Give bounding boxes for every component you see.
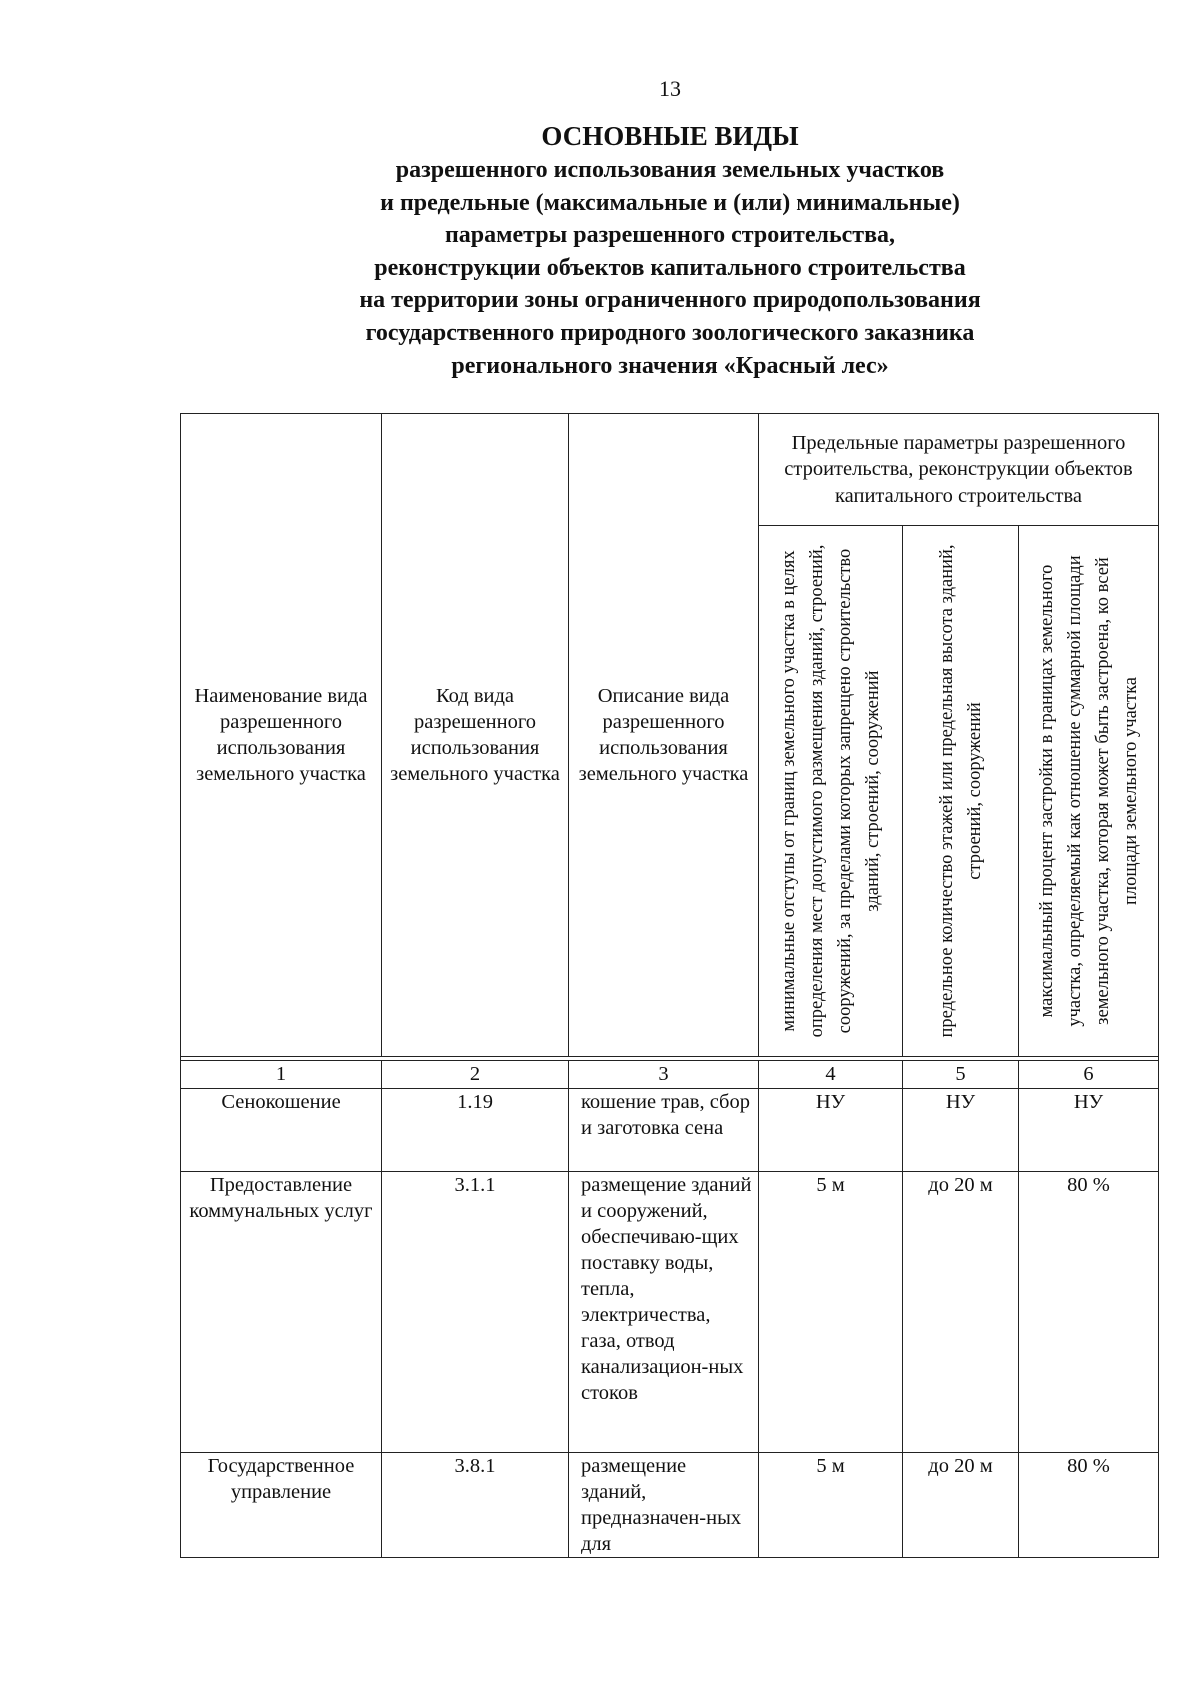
cell-setback: 5 м	[759, 1172, 903, 1453]
header-max-coverage	[1019, 526, 1159, 1057]
header-min-setbacks	[759, 526, 903, 1057]
table-row	[181, 1089, 1159, 1172]
parameters-table	[180, 413, 1159, 1558]
column-number: 5	[903, 1061, 1019, 1089]
cell-use-name: Сенокошение	[181, 1089, 382, 1172]
title-main: ОСНОВНЫЕ ВИДЫ	[541, 121, 799, 151]
cell-floors: до 20 м	[903, 1453, 1019, 1558]
column-numbers-row	[181, 1061, 1159, 1089]
title-line: и предельные (максимальные и (или) минимальные)	[380, 189, 960, 216]
header-max-floors	[903, 526, 1019, 1057]
cell-coverage: НУ	[1019, 1089, 1159, 1172]
title-line: государственного природного зоологического заказника	[365, 319, 975, 346]
cell-floors: до 20 м	[903, 1172, 1019, 1453]
cell-floors: НУ	[903, 1089, 1019, 1172]
cell-setback: 5 м	[759, 1453, 903, 1558]
table-row	[181, 1453, 1159, 1558]
cell-use-code: 1.19	[382, 1089, 569, 1172]
cell-use-code: 3.8.1	[382, 1453, 569, 1558]
title-line: регионального значения «Красный лес»	[451, 352, 889, 379]
column-number: 1	[181, 1061, 382, 1089]
title-line: на территории зоны ограниченного природопользования	[359, 287, 981, 314]
title-line: разрешенного использования земельных участков	[395, 157, 945, 183]
column-number: 3	[569, 1061, 759, 1089]
cell-use-name: Государственное управление	[181, 1453, 382, 1558]
page-number: 13	[659, 76, 681, 101]
header-max-coverage-text: максимальный процент застройки в границах земельного участка, определяемый как отношение суммарной площади земельного участка, которая может быть застроена, ко всей площади земельного участка	[1036, 555, 1141, 1027]
column-number: 6	[1019, 1061, 1159, 1089]
cell-use-code: 3.1.1	[382, 1172, 569, 1453]
cell-setback: НУ	[759, 1089, 903, 1172]
cell-coverage: 80 %	[1019, 1172, 1159, 1453]
title-line: параметры разрешенного строительства,	[444, 222, 896, 249]
cell-use-description: размещение зданий и сооружений, обеспечиваю-щих поставку воды, тепла, электричества, газа, отвод канализацион-ных стоков	[569, 1172, 759, 1453]
header-use-description: Описание вида разрешенного использования земельного участка	[569, 414, 759, 1057]
column-number: 4	[759, 1061, 903, 1089]
header-max-floors-text: предельное количество этажей или предельная высота зданий, строений, сооружений	[936, 544, 985, 1038]
column-number: 2	[382, 1061, 569, 1089]
title-line: реконструкции объектов капитального строительства	[374, 254, 966, 281]
table-row	[181, 1172, 1159, 1453]
header-min-setbacks-text: минимальные отступы от границ земельного участка в целях определения мест допустимого размещения зданий, строений, сооружений, за пределами которых запрещено строительство зданий, строений, сооружений	[778, 544, 883, 1038]
cell-use-description: размещение зданий, предназначен-ных для	[569, 1453, 759, 1558]
cell-use-name: Предоставление коммунальных услуг	[181, 1172, 382, 1453]
cell-use-description: кошение трав, сбор и заготовка сена	[569, 1089, 759, 1172]
header-use-name: Наименование вида разрешенного использования земельного участка	[181, 414, 382, 1057]
header-use-code: Код вида разрешенного использования земельного участка	[382, 414, 569, 1057]
header-limit-parameters: Предельные параметры разрешенного строительства, реконструкции объектов капитального строительства	[759, 414, 1159, 526]
cell-coverage: 80 %	[1019, 1453, 1159, 1558]
document-title	[0, 118, 1200, 382]
